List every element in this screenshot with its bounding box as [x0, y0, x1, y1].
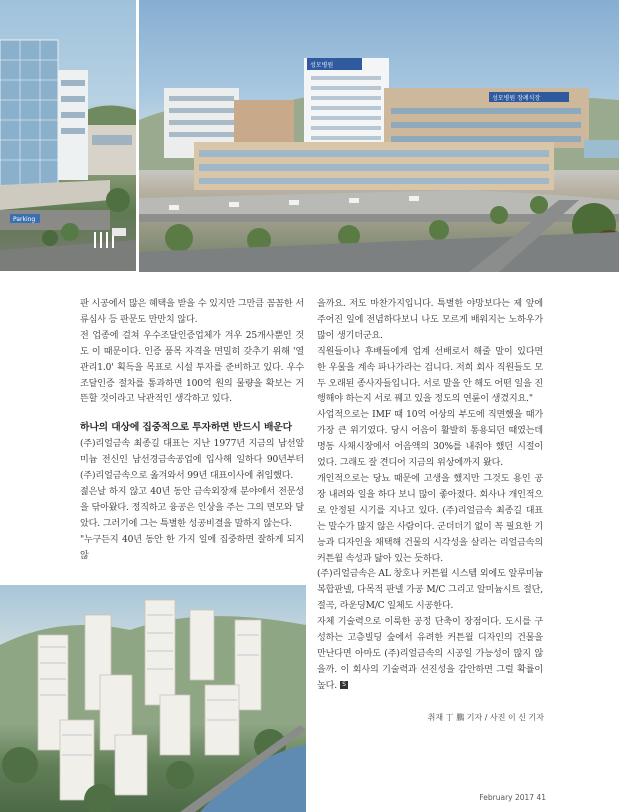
- article-subheading: 하나의 대상에 집중적으로 투자하면 반드시 배운다: [80, 422, 292, 434]
- article-paragraph: 판 시공에서 많은 혜택을 받을 수 있지만 그만큼 꼼꼼한 서류심사 등 판문도 만만치 않다.: [80, 299, 304, 325]
- article-paragraph: "누구든지 40년 동안 한 가지 일에 집중하면 잘하게 되지 않: [80, 534, 304, 561]
- photo-apartment-complex: [0, 585, 306, 812]
- article-paragraph: 전 업종에 걸쳐 우수조달인증업체가 겨우 25개사뿐인 것도 이 때문이다. 인증 품목 자격을 면밀히 갖추기 위해 '열관리1.0' 획득을 목표로 시설 투자를 준비하고 있다. 우수조달인증 절차를 통과하면 100억 원의 물량을 확보는 거뜬할 것이라고 낙관적인 생각하고 있다.: [80, 330, 304, 405]
- article-paragraph: (주)리얼금속은 AL 창호나 커튼월 시스템 외에도 알루미늄 복합판넬, 다목적 판넬 가공 M/C 그리고 알미늄시트 절단, 절곡, 라운딩M/C 일체도 시공한다.: [317, 569, 543, 612]
- photo-hospital-complex: [139, 0, 619, 272]
- article-column-right: [317, 297, 543, 695]
- article-paragraph: (주)리얼금속 최종길 대표는 지난 1977년 지금의 남선알미늄 전신인 남선경금속공업에 입사해 일하다 90년부터 (주)리얼금속으로 옮겨와서 99년 대표이사에 취임했다.: [80, 439, 304, 482]
- article-column-left: [80, 297, 304, 565]
- byline: 취재 丁 鵬 기자 / 사진 이 신 기자: [427, 713, 544, 722]
- article-paragraph: 을까요. 저도 마찬가지입니다. 특별한 야망보다는 제 앞에 주어진 일에 전념하다보니 나도 모르게 배워지는 노하우가 많이 생기더군요.: [317, 299, 543, 341]
- article-paragraph-text: 자체 기술력으로 이룩한 공정 단축이 장점이다. 도시를 구성하는 고층빌딩 숲에서 유려한 커튼월 디자인의 건물을 만난다면 아마도 (주)리얼금속의 시공일 가능성이 많지 않을까. 이 회사의 기술력과 선진성을 감안하면 그럴 확률이 높다.: [317, 617, 543, 691]
- hospital-sign-tall: 성모병원: [310, 62, 334, 69]
- article-paragraph: 개인적으로는 당뇨 때문에 고생을 했지만 그것도 용인 공장 내려와 일을 하다 보니 많이 좋아졌다. 회사나 개인적으로 안정된 시기를 지나고 있다. (주)리얼금속 최종길 대표는 말수가 많지 않은 사람이다. 군더더기 없이 꼭 필요한 기능과 디자인을 채택해 건물의 시각성을 살리는 리얼금속의 커튼월 속성과 닮아 있는 듯하다.: [317, 473, 544, 564]
- article-paragraph: 젊은날 하지 않고 40년 동안 금속외장재 분야에서 전문성을 닦아왔다. 정직하고 융공은 인상을 주는 그의 면모와 달았다. 그러기에 그는 특별한 성공비결을 말하지 않는다.: [80, 487, 304, 529]
- parking-sign: Parking: [13, 216, 36, 223]
- photo-hospital-drawing: [139, 0, 619, 272]
- photo-apartment-drawing: [0, 585, 306, 812]
- photo-building-left-drawing: [0, 0, 136, 271]
- end-mark-icon: S: [340, 681, 348, 689]
- hospital-sign-long: 성모병원 장례식장: [492, 95, 541, 102]
- page-footer: February 2017 41: [479, 793, 546, 802]
- photo-building-left: [0, 0, 136, 271]
- article-paragraph: 직원들이나 후배들에게 업계 선배로서 해줄 말이 있다면 한 우물을 계속 파나가라는 겁니다. 저희 회사 직원들도 모두 오래된 종사자들입니다. 서로 말을 안 해도 어떤 일을 진행해야 하는지 서로 꿰고 있을 정도의 연륜이 생겼지요.": [317, 346, 544, 405]
- article-paragraph-last: [317, 615, 543, 695]
- article-paragraph: 사업적으로는 IMF 때 10억 어상의 부도에 직면했을 때가 가장 큰 위기였다. 당시 어음이 활발히 통용되던 때였는데 명동 사채시장에서 어음액의 30%를 내줘야 했던 시절이었다. 그래도 잘 견디어 지금의 위상에까지 왔다.: [317, 410, 543, 469]
